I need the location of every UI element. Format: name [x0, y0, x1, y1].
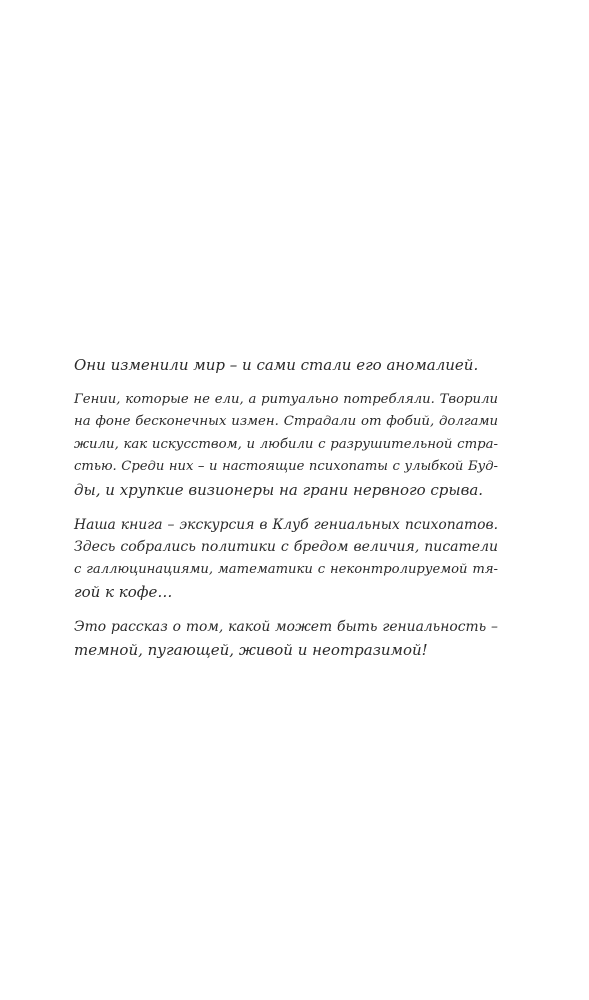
text-line: с галлюцинациями, математики с неконтролируемой тя- — [74, 561, 498, 577]
text-line: Они изменили мир – и сами стали его аномалией. — [74, 356, 479, 374]
annotation-text — [74, 354, 498, 673]
text-line: темной, пугающей, живой и неотразимой! — [74, 640, 428, 659]
paragraph-intro — [74, 354, 498, 377]
text-line: Это рассказ о том, какой может быть гениальность – — [74, 618, 498, 635]
text-line: Наша книга – экскурсия в Клуб гениальных психопатов. — [74, 516, 498, 533]
text-line: ды, и хрупкие визионеры на грани нервного срыва. — [74, 480, 484, 499]
text-line: Гении, которые не ели, а ритуально потребляли. Творили — [74, 391, 498, 407]
text-line: жили, как искусством, и любили с разрушительной стра- — [74, 436, 498, 452]
paragraph-geniuses — [74, 389, 498, 502]
paragraph-conclusion — [74, 616, 498, 661]
text-line: гой к кофе… — [74, 583, 173, 602]
text-line: Здесь собрались политики с бредом величия, писатели — [74, 539, 498, 556]
text-line: стью. Среди них – и настоящие психопаты с улыбкой Буд- — [74, 459, 498, 475]
text-line: на фоне бесконечных измен. Страдали от фобий, долгами — [74, 414, 498, 430]
paragraph-book — [74, 514, 498, 604]
